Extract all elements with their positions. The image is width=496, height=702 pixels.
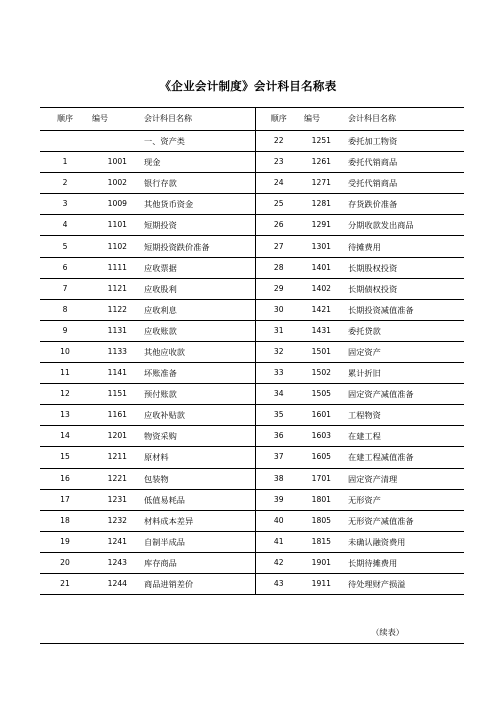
row-account-name: 包装物 <box>141 468 255 489</box>
row-account-name: 应收账款 <box>141 320 255 341</box>
row-order-2: 42 <box>255 552 302 573</box>
row-code: 1151 <box>90 384 141 405</box>
row-order: 15 <box>40 447 90 468</box>
table-row <box>40 405 464 426</box>
row-order-2: 30 <box>255 299 302 320</box>
table-row <box>40 152 464 173</box>
row-code-2: 1271 <box>302 173 345 194</box>
row-code-2: 1251 <box>302 131 345 152</box>
row-code: 1201 <box>90 426 141 447</box>
table-row <box>40 341 464 362</box>
row-code: 1122 <box>90 299 141 320</box>
row-code: 1002 <box>90 173 141 194</box>
row-order-2: 39 <box>255 489 302 510</box>
row-order: 7 <box>40 278 90 299</box>
row-order-2: 31 <box>255 320 302 341</box>
row-code-2: 1402 <box>302 278 345 299</box>
row-account-name: 应收利息 <box>141 299 255 320</box>
row-code: 1161 <box>90 405 141 426</box>
table-row <box>40 384 464 405</box>
row-order: 17 <box>40 489 90 510</box>
row-order-2: 33 <box>255 363 302 384</box>
row-order <box>40 131 90 152</box>
header-code: 编号 <box>90 108 141 131</box>
row-order: 2 <box>40 173 90 194</box>
table-row <box>40 363 464 384</box>
row-code: 1231 <box>90 489 141 510</box>
table-row <box>40 236 464 257</box>
row-code-2: 1901 <box>302 552 345 573</box>
row-account-name: 应收补贴款 <box>141 405 255 426</box>
row-code-2: 1801 <box>302 489 345 510</box>
row-code: 1141 <box>90 363 141 384</box>
row-order-2: 32 <box>255 341 302 362</box>
table-row <box>40 531 464 552</box>
row-account-name-2: 长期待摊费用 <box>345 552 464 573</box>
row-code: 1211 <box>90 447 141 468</box>
row-account-name-2: 长期投资减值准备 <box>345 299 464 320</box>
table-row <box>40 510 464 531</box>
row-code-2: 1502 <box>302 363 345 384</box>
row-code: 1232 <box>90 510 141 531</box>
row-code-2: 1281 <box>302 194 345 215</box>
row-account-name: 银行存款 <box>141 173 255 194</box>
row-code: 1121 <box>90 278 141 299</box>
table-row <box>40 299 464 320</box>
row-code-2: 1805 <box>302 510 345 531</box>
table-row <box>40 278 464 299</box>
continued-note: （续表） <box>371 627 404 637</box>
row-account-name-2: 在建工程 <box>345 426 464 447</box>
table-row <box>40 194 464 215</box>
table-row <box>40 426 464 447</box>
row-account-name-2: 无形资产减值准备 <box>345 510 464 531</box>
table-row <box>40 173 464 194</box>
row-code <box>90 131 141 152</box>
row-account-name-2: 长期股权投资 <box>345 257 464 278</box>
row-order: 4 <box>40 215 90 236</box>
row-order-2: 24 <box>255 173 302 194</box>
row-account-name: 材料成本差异 <box>141 510 255 531</box>
row-code-2: 1401 <box>302 257 345 278</box>
row-code: 1221 <box>90 468 141 489</box>
row-account-name: 物资采购 <box>141 426 255 447</box>
row-order-2: 35 <box>255 405 302 426</box>
row-account-name-2: 固定资产减值准备 <box>345 384 464 405</box>
row-order-2: 37 <box>255 447 302 468</box>
row-account-name-2: 受托代销商品 <box>345 173 464 194</box>
row-order: 14 <box>40 426 90 447</box>
row-order-2: 43 <box>255 573 302 594</box>
row-account-name: 其他应收款 <box>141 341 255 362</box>
row-code-2: 1701 <box>302 468 345 489</box>
row-code-2: 1815 <box>302 531 345 552</box>
row-code: 1001 <box>90 152 141 173</box>
row-account-name-2: 工程物资 <box>345 405 464 426</box>
row-order-2: 38 <box>255 468 302 489</box>
row-order: 13 <box>40 405 90 426</box>
table-row <box>40 257 464 278</box>
row-account-name: 短期投资跌价准备 <box>141 236 255 257</box>
table-row <box>40 131 464 152</box>
row-code: 1133 <box>90 341 141 362</box>
row-order: 10 <box>40 341 90 362</box>
row-order: 19 <box>40 531 90 552</box>
table-row <box>40 489 464 510</box>
row-order: 8 <box>40 299 90 320</box>
row-code: 1101 <box>90 215 141 236</box>
table-row <box>40 320 464 341</box>
row-account-name-2: 委托加工物资 <box>345 131 464 152</box>
row-order: 20 <box>40 552 90 573</box>
row-account-name: 自制半成品 <box>141 531 255 552</box>
row-account-name-2: 委托贷款 <box>345 320 464 341</box>
row-order-2: 36 <box>255 426 302 447</box>
row-account-name: 现金 <box>141 152 255 173</box>
header-code-2: 编号 <box>302 108 345 131</box>
row-account-name-2: 固定资产清理 <box>345 468 464 489</box>
header-name: 会计科目名称 <box>141 108 255 131</box>
table-header-row <box>40 108 464 131</box>
row-account-name-2: 无形资产 <box>345 489 464 510</box>
row-order: 6 <box>40 257 90 278</box>
row-account-name: 预付账款 <box>141 384 255 405</box>
row-order: 9 <box>40 320 90 341</box>
row-account-name-2: 未确认融资费用 <box>345 531 464 552</box>
row-order: 1 <box>40 152 90 173</box>
row-code-2: 1431 <box>302 320 345 341</box>
row-order: 3 <box>40 194 90 215</box>
row-order-2: 27 <box>255 236 302 257</box>
row-account-name-2: 在建工程减值准备 <box>345 447 464 468</box>
row-account-name: 原材料 <box>141 447 255 468</box>
row-code: 1244 <box>90 573 141 594</box>
row-code: 1131 <box>90 320 141 341</box>
row-code: 1102 <box>90 236 141 257</box>
row-order: 21 <box>40 573 90 594</box>
row-order: 12 <box>40 384 90 405</box>
row-order: 5 <box>40 236 90 257</box>
row-account-name: 库存商品 <box>141 552 255 573</box>
row-account-name: 应收股利 <box>141 278 255 299</box>
page-title: 《企业会计制度》会计科目名称表 <box>159 79 337 93</box>
row-code-2: 1601 <box>302 405 345 426</box>
header-name-2: 会计科目名称 <box>345 108 464 131</box>
row-account-name-2: 待摊费用 <box>345 236 464 257</box>
header-order-2: 顺序 <box>255 108 302 131</box>
row-account-name-2: 分期收款发出商品 <box>345 215 464 236</box>
row-account-name: 短期投资 <box>141 215 255 236</box>
row-account-name-2: 累计折旧 <box>345 363 464 384</box>
row-account-name: 应收票据 <box>141 257 255 278</box>
row-order-2: 22 <box>255 131 302 152</box>
table-row <box>40 215 464 236</box>
row-code-2: 1605 <box>302 447 345 468</box>
accounts-table <box>40 107 464 595</box>
row-code: 1009 <box>90 194 141 215</box>
row-code-2: 1261 <box>302 152 345 173</box>
row-order-2: 23 <box>255 152 302 173</box>
row-order: 16 <box>40 468 90 489</box>
row-account-name-2: 委托代销商品 <box>345 152 464 173</box>
row-order-2: 41 <box>255 531 302 552</box>
row-order-2: 29 <box>255 278 302 299</box>
row-code: 1243 <box>90 552 141 573</box>
row-code-2: 1301 <box>302 236 345 257</box>
row-account-name-2: 存货跌价准备 <box>345 194 464 215</box>
row-account-name: 商品进销差价 <box>141 573 255 594</box>
row-code-2: 1505 <box>302 384 345 405</box>
row-account-name-2: 长期债权投资 <box>345 278 464 299</box>
row-account-name: 其他货币资金 <box>141 194 255 215</box>
row-code-2: 1911 <box>302 573 345 594</box>
row-code: 1111 <box>90 257 141 278</box>
row-order: 11 <box>40 363 90 384</box>
row-account-name-2: 固定资产 <box>345 341 464 362</box>
row-order: 18 <box>40 510 90 531</box>
row-account-name: 坏账准备 <box>141 363 255 384</box>
row-code: 1241 <box>90 531 141 552</box>
row-order-2: 25 <box>255 194 302 215</box>
row-code-2: 1603 <box>302 426 345 447</box>
row-order-2: 40 <box>255 510 302 531</box>
row-code-2: 1291 <box>302 215 345 236</box>
row-account-name: 低值易耗品 <box>141 489 255 510</box>
table-row <box>40 468 464 489</box>
row-order-2: 28 <box>255 257 302 278</box>
row-code-2: 1501 <box>302 341 345 362</box>
table-row <box>40 447 464 468</box>
row-order-2: 26 <box>255 215 302 236</box>
row-code-2: 1421 <box>302 299 345 320</box>
row-account-name: 一、资产类 <box>141 131 255 152</box>
row-order-2: 34 <box>255 384 302 405</box>
header-order: 顺序 <box>40 108 90 131</box>
row-account-name-2: 待处理财产损溢 <box>345 573 464 594</box>
